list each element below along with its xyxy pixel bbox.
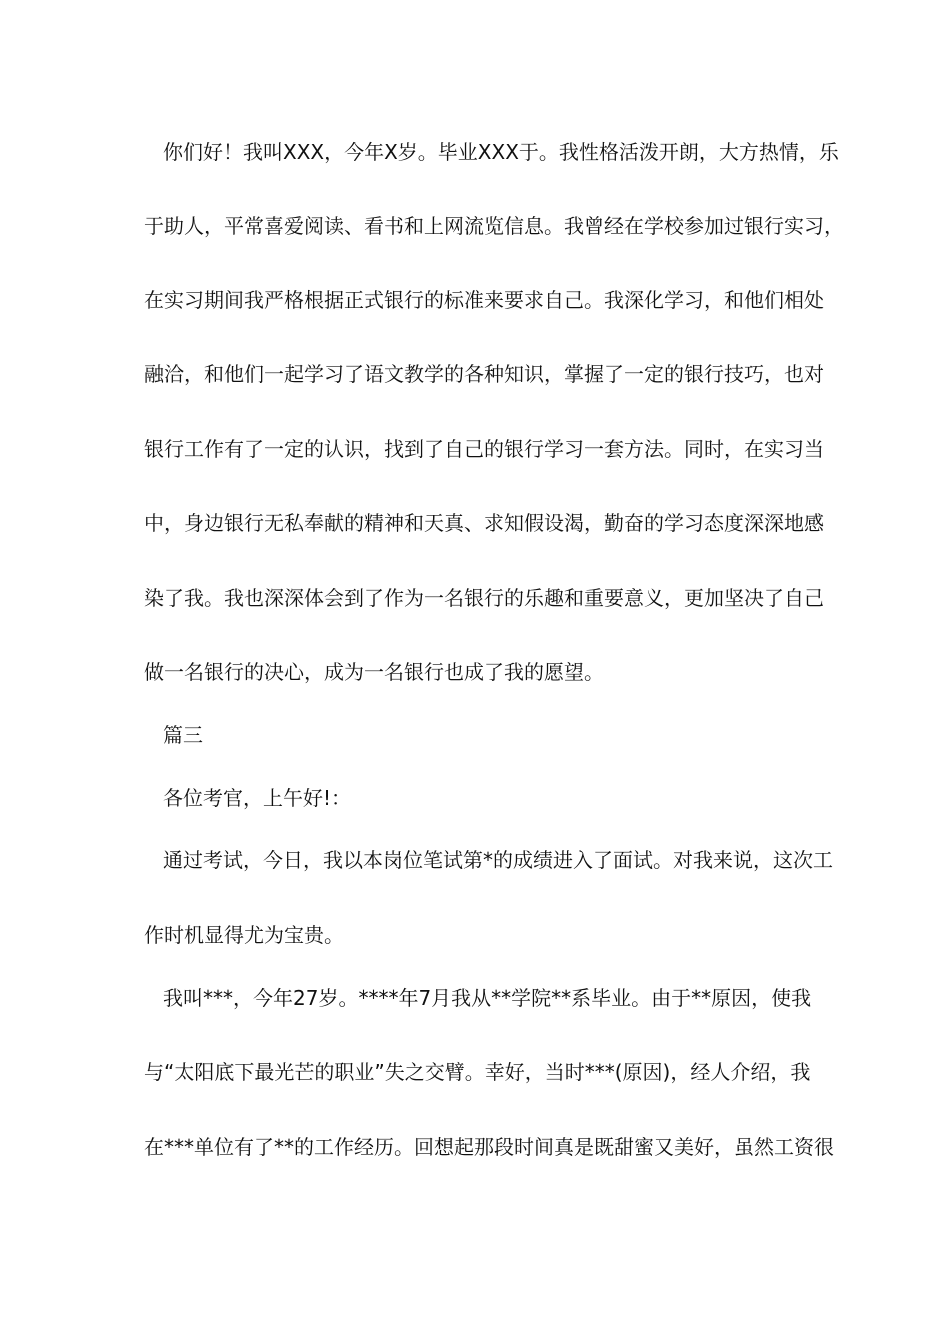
paragraph-2-line-1: 通过考试，今日，我以本岗位笔试第*的成绩进入了面试。对我来说，这次工 (163, 848, 833, 872)
paragraph-3-line-3: 在***单位有了**的工作经历。回想起那段时间真是既甜蜜又美好，虽然工资很 (144, 1135, 834, 1159)
greeting-line: 各位考官，上午好!： (163, 786, 352, 810)
section-heading: 篇三 (163, 723, 203, 747)
paragraph-1-line-2: 于助人，平常喜爱阅读、看书和上网流览信息。我曾经在学校参加过银行实习， (144, 214, 844, 238)
paragraph-1-line-1: 你们好！我叫XXX，今年X岁。毕业XXX于。我性格活泼开朗，大方热情，乐 (163, 140, 839, 164)
paragraph-3-line-2: 与“太阳底下最光芒的职业”失之交臂。幸好，当时***(原因)，经人介绍，我 (144, 1060, 811, 1084)
paragraph-1-line-3: 在实习期间我严格根据正式银行的标准来要求自己。我深化学习，和他们相处 (144, 288, 824, 312)
paragraph-1-line-5: 银行工作有了一定的认识，找到了自己的银行学习一套方法。同时，在实习当 (144, 437, 824, 461)
paragraph-1-line-7: 染了我。我也深深体会到了作为一名银行的乐趣和重要意义，更加坚决了自己 (144, 586, 824, 610)
paragraph-1-line-6: 中，身边银行无私奉献的精神和天真、求知假设渴，勤奋的学习态度深深地感 (144, 511, 824, 535)
paragraph-3-line-1: 我叫***，今年27岁。****年7月我从**学院**系毕业。由于**原因，使我 (163, 986, 812, 1010)
paragraph-2-line-2: 作时机显得尤为宝贵。 (144, 923, 344, 947)
paragraph-1-line-8: 做一名银行的决心，成为一名银行也成了我的愿望。 (144, 660, 604, 684)
paragraph-1-line-4: 融洽，和他们一起学习了语文教学的各种知识，掌握了一定的银行技巧，也对 (144, 362, 824, 386)
